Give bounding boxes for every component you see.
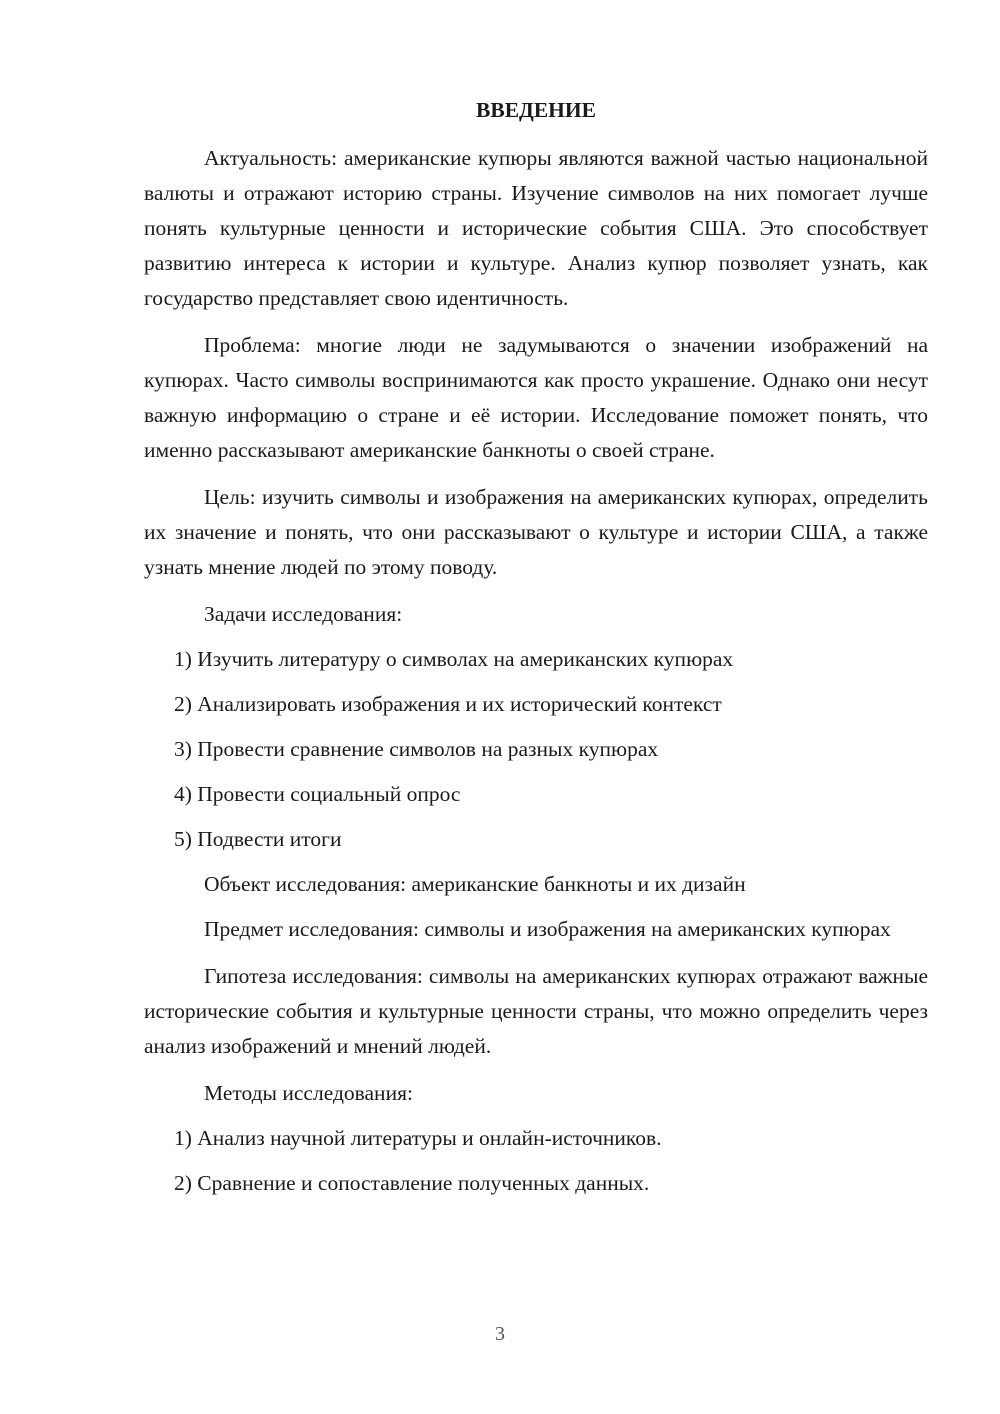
- subject-paragraph: Предмет исследования: символы и изображения на американских купюрах: [204, 917, 891, 941]
- task-item: 3) Провести сравнение символов на разных купюрах: [174, 737, 659, 761]
- methods-heading: Методы исследования:: [204, 1081, 413, 1105]
- task-item: 5) Подвести итоги: [174, 827, 342, 851]
- method-item: 2) Сравнение и сопоставление полученных данных.: [174, 1171, 650, 1195]
- page-content: [144, 95, 928, 1211]
- method-item: 1) Анализ научной литературы и онлайн-источников.: [174, 1126, 662, 1150]
- task-item: 1) Изучить литературу о символах на американских купюрах: [174, 647, 734, 671]
- tasks-heading: Задачи исследования:: [204, 602, 403, 626]
- hypothesis-paragraph: Гипотеза исследования: символы на американских купюрах отражают важные исторические события и культурные ценности страны, что можно определить через анализ изображений и мнений людей.: [144, 964, 928, 1058]
- problem-paragraph: Проблема: многие люди не задумываются о значении изображений на купюрах. Часто символы воспринимаются как просто украшение. Однако они несут важную информацию о стране и её истории. Исследование поможет понять, что именно рассказывают американские банкноты о своей стране.: [144, 333, 928, 462]
- task-item: 4) Провести социальный опрос: [174, 782, 461, 806]
- section-title: ВВЕДЕНИЕ: [476, 98, 596, 122]
- relevance-paragraph: Актуальность: американские купюры являются важной частью национальной валюты и отражают историю страны. Изучение символов на них помогает лучше понять культурные ценности и исторические события США. Это способствует развитию интереса к истории и культуре. Анализ купюр позволяет узнать, как государство представляет свою идентичность.: [144, 146, 928, 310]
- goal-paragraph: Цель: изучить символы и изображения на американских купюрах, определить их значение и понять, что они рассказывают о культуре и истории США, а также узнать мнение людей по этому поводу.: [144, 485, 928, 579]
- object-paragraph: Объект исследования: американские банкноты и их дизайн: [204, 872, 746, 896]
- task-item: 2) Анализировать изображения и их исторический контекст: [174, 692, 722, 716]
- page-number: 3: [495, 1323, 505, 1345]
